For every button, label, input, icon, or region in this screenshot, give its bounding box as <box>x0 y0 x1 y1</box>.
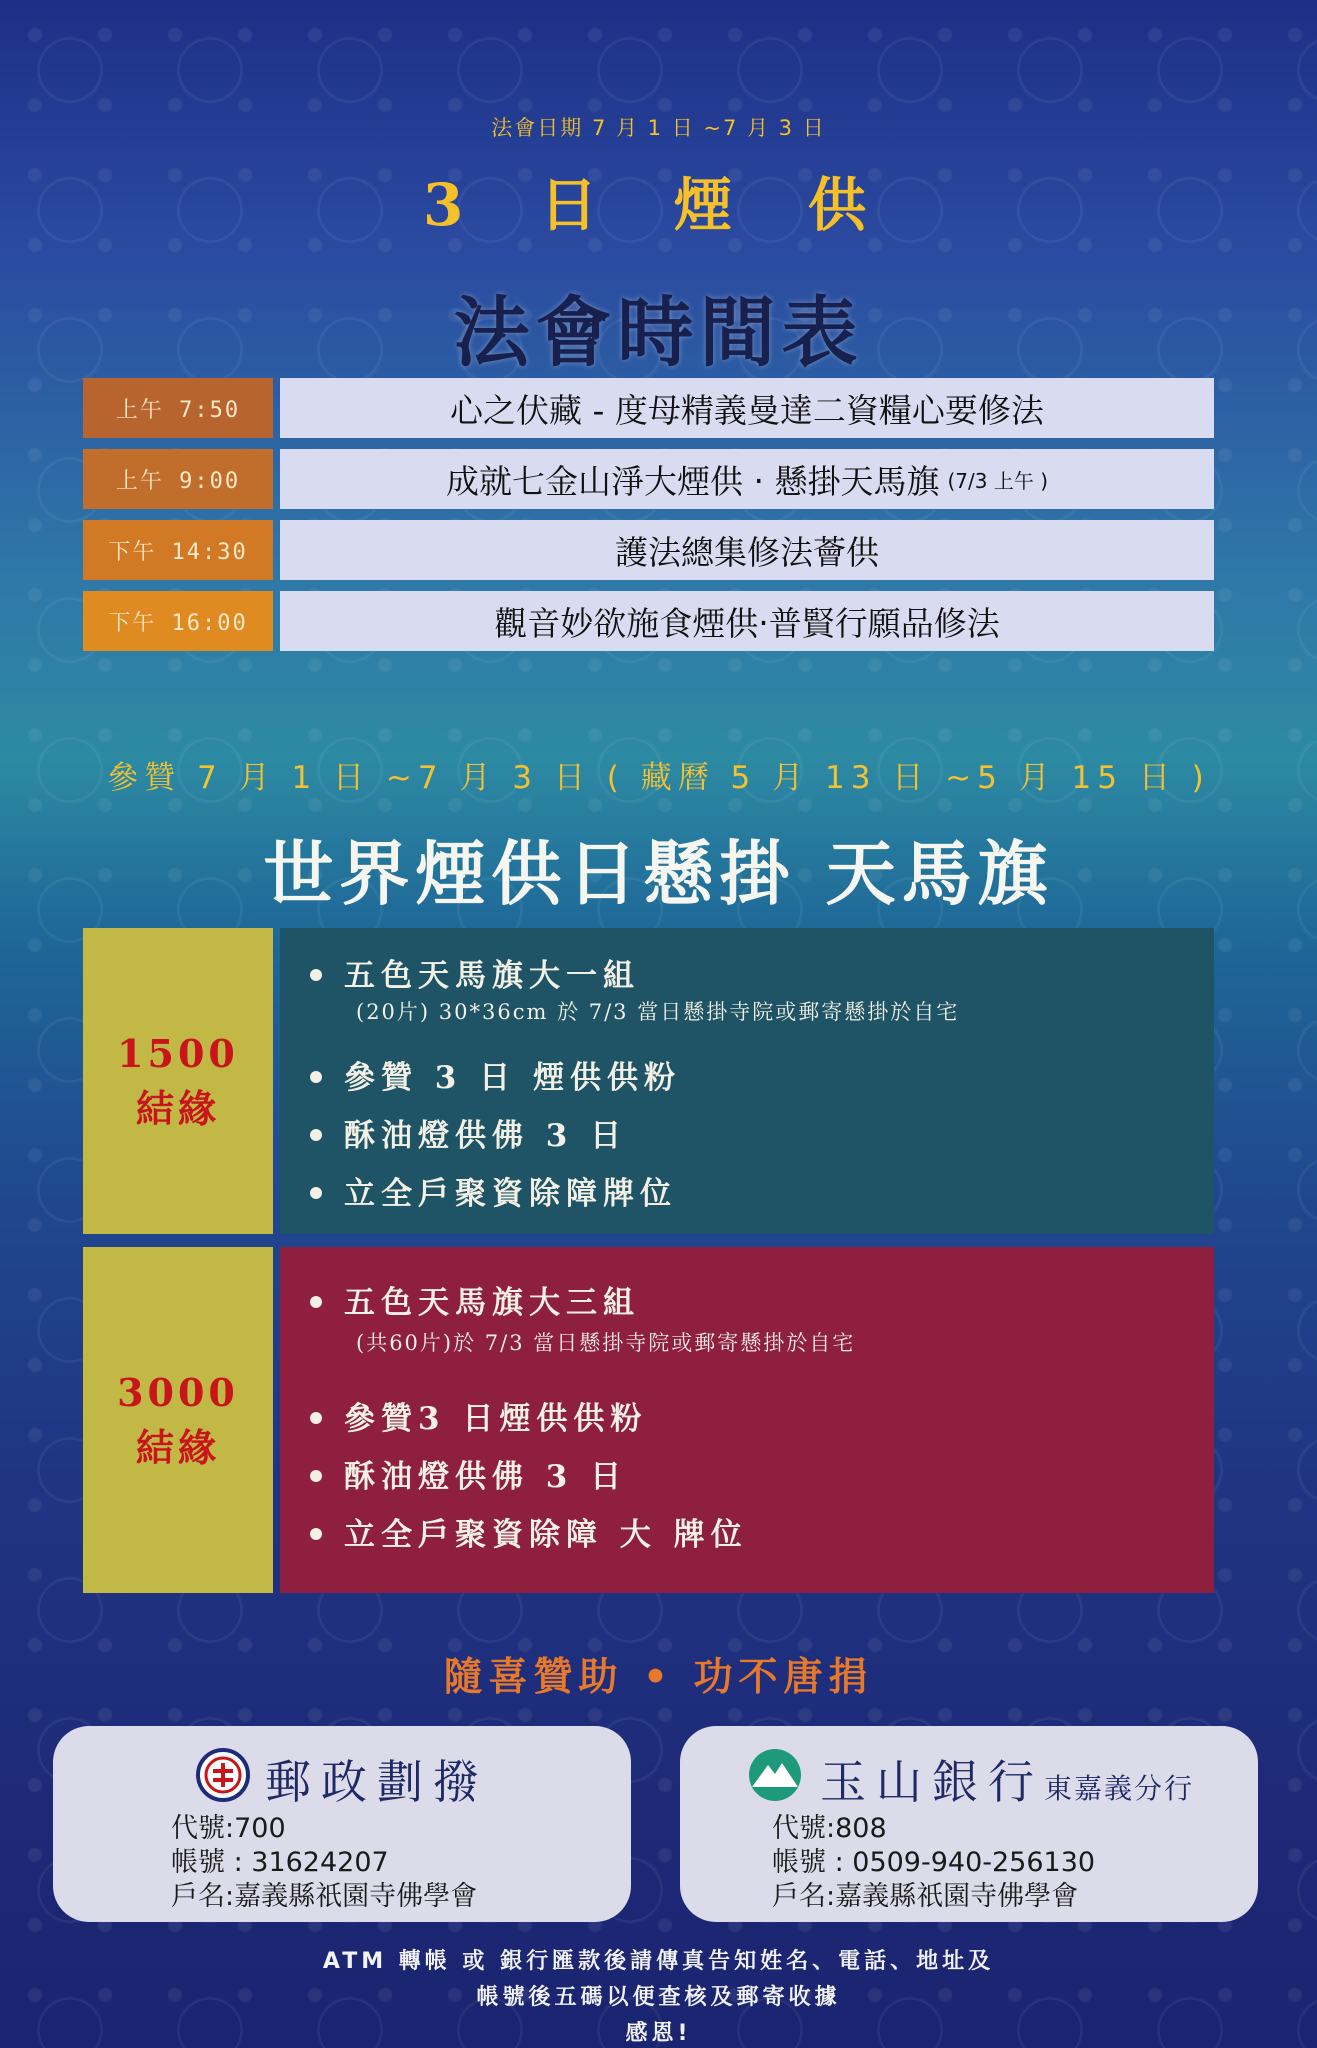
tier-2-items <box>280 1247 1214 1593</box>
tier-item-detail: (共60片)於 7/3 當日懸掛寺院或郵寄懸掛於自宅 <box>356 1331 856 1355</box>
bank-account-holder: 戶名:嘉義縣祇園寺佛學會 <box>772 1881 1079 1912</box>
tier-item: 酥油燈供佛 3 日 <box>310 1110 627 1155</box>
bank-account-number: 帳號 : 0509-940-256130 <box>772 1847 1096 1878</box>
bullet-icon <box>310 1528 322 1540</box>
footer-line: ATM 轉帳 或 銀行匯款後請傳真告知姓名、電話、地址及 <box>322 1949 995 1974</box>
schedule-row <box>83 520 1214 580</box>
schedule-event <box>280 591 1214 651</box>
post-office-account-card <box>53 1726 631 1922</box>
schedule-note: (7/3 上午 ) <box>947 468 1048 493</box>
schedule-event <box>280 378 1214 438</box>
tier-item-detail: (20片) 30*36cm 於 7/3 當日懸掛寺院或郵寄懸掛於自宅 <box>356 1000 960 1024</box>
post-office-icon <box>195 1747 251 1814</box>
schedule-event-text: 成就七金山淨大煙供 ‧ 懸掛天馬旗 <box>446 461 940 501</box>
tier-label-text: 結緣 <box>135 1425 220 1470</box>
bullet-icon <box>310 1129 322 1141</box>
bank-code: 代號:700 <box>171 1813 286 1844</box>
schedule-time: 上午 7:50 <box>83 378 273 438</box>
tier-item: 五色天馬旗大三組 <box>310 1277 640 1322</box>
schedule-title: 法會時間表 <box>453 288 864 377</box>
schedule-event-text: 心之伏藏 - 度母精義曼達二資糧心要修法 <box>450 390 1044 430</box>
tier-label-text: 結緣 <box>135 1086 220 1131</box>
footer-line: 帳號後五碼以便查核及郵寄收據 <box>476 1985 841 2010</box>
bank-name: 郵政劃撥 <box>53 1746 631 1820</box>
footer-line: 感恩! <box>625 2021 692 2046</box>
bullet-icon <box>310 1296 322 1308</box>
schedule-event <box>280 520 1214 580</box>
tier-amount: 1500 <box>117 1030 239 1076</box>
schedule-time: 下午 16:00 <box>83 591 273 651</box>
tier-1-items <box>280 928 1214 1234</box>
tier-item: 參贊 3 日 煙供供粉 <box>310 1052 681 1097</box>
tier-1-label <box>83 928 273 1234</box>
bullet-icon <box>310 1470 322 1482</box>
tier-item: 立全戶聚資除障牌位 <box>310 1168 677 1213</box>
bullet-icon <box>310 1412 322 1424</box>
schedule-time: 下午 14:30 <box>83 520 273 580</box>
bank-code: 代號:808 <box>772 1813 887 1844</box>
bank-account-holder: 戶名:嘉義縣祇園寺佛學會 <box>171 1881 478 1912</box>
tier-amount: 3000 <box>117 1369 239 1415</box>
schedule-event-text: 觀音妙欲施食煙供‧普賢行願品修法 <box>494 603 1000 643</box>
tier-item: 五色天馬旗大一組 <box>310 950 640 995</box>
schedule-row <box>83 591 1214 651</box>
event-date: 法會日期 7 月 1 日 ~7 月 3 日 <box>491 116 826 140</box>
tier-item: 參贊3 日煙供供粉 <box>310 1393 647 1438</box>
tier-item: 酥油燈供佛 3 日 <box>310 1451 627 1496</box>
bullet-icon <box>310 969 322 981</box>
bullet-icon <box>310 1071 322 1083</box>
esun-bank-icon <box>744 1747 806 1814</box>
sponsor-period: 參贊 7 月 1 日 ~7 月 3 日 ( 藏曆 5 月 13 日 ~5 月 15 日 ) <box>107 760 1210 796</box>
tier-item: 立全戶聚資除障 大 牌位 <box>310 1509 748 1554</box>
bank-account-number: 帳號 : 31624207 <box>171 1847 389 1878</box>
schedule-row <box>83 449 1214 509</box>
donation-slogan: 隨喜贊助 • 功不唐捐 <box>443 1654 874 1700</box>
schedule-time: 上午 9:00 <box>83 449 273 509</box>
bank-branch: 東嘉義分行 <box>1043 1772 1194 1805</box>
esun-bank-account-card <box>680 1726 1258 1922</box>
bullet-icon <box>310 1187 322 1199</box>
tier-2-label <box>83 1247 273 1593</box>
bank-name: 玉山銀行東嘉義分行 <box>680 1746 1258 1820</box>
flag-title: 世界煙供日懸掛 天馬旗 <box>263 832 1054 915</box>
footer-note <box>0 1944 1317 2048</box>
schedule-row <box>83 378 1214 438</box>
main-title: 3 日 煙 供 <box>423 171 894 239</box>
schedule-event <box>280 449 1214 509</box>
schedule-event-text: 護法總集修法薈供 <box>615 532 879 572</box>
